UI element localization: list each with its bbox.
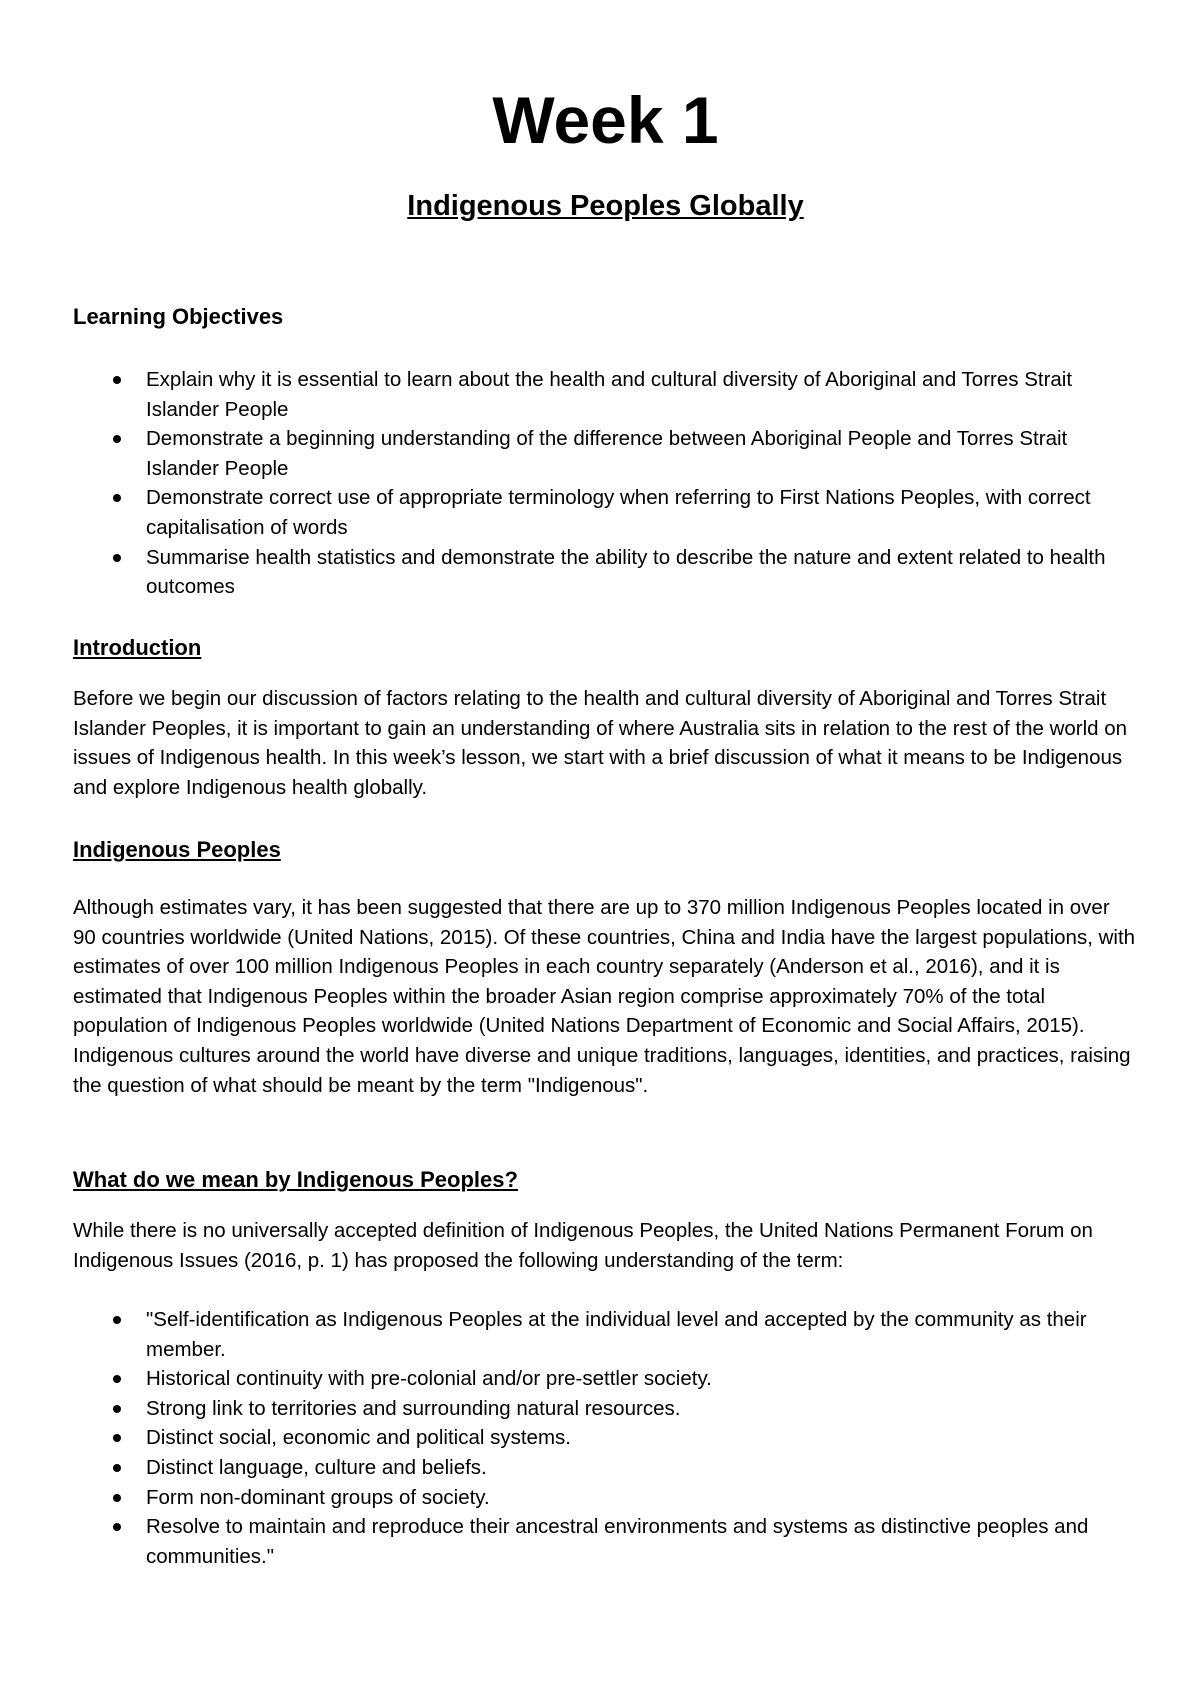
list-item-text: Distinct language, culture and beliefs. bbox=[146, 1455, 487, 1479]
list-item-text: Historical continuity with pre-colonial and/or pre-settler society. bbox=[146, 1367, 712, 1391]
bullet-icon bbox=[113, 376, 121, 384]
bullet-icon bbox=[113, 1464, 121, 1472]
list-item bbox=[73, 1423, 1138, 1453]
introduction-heading: Introduction bbox=[73, 635, 202, 660]
bullet-icon bbox=[113, 1316, 121, 1324]
page-subtitle: Indigenous Peoples Globally bbox=[407, 190, 804, 222]
list-item-text: Demonstrate correct use of appropriate terminology when referring to First Nations Peoples, with correct capitalisation of words bbox=[146, 486, 1091, 539]
list-item-text: "Self-identification as Indigenous Peoples at the individual level and accepted by the community as their member. bbox=[146, 1308, 1087, 1361]
list-item bbox=[73, 1453, 1138, 1483]
list-item bbox=[73, 1394, 1138, 1424]
bullet-icon bbox=[113, 494, 121, 502]
list-item bbox=[73, 1364, 1138, 1394]
list-item bbox=[73, 424, 1138, 483]
definition-heading: What do we mean by Indigenous Peoples? bbox=[73, 1167, 518, 1192]
list-item bbox=[73, 1483, 1138, 1513]
bullet-icon bbox=[113, 1434, 121, 1442]
list-item-text: Resolve to maintain and reproduce their ancestral environments and systems as distinctive peoples and communities." bbox=[146, 1515, 1089, 1568]
list-item bbox=[73, 1305, 1138, 1364]
list-item bbox=[73, 483, 1138, 542]
introduction-paragraph: Before we begin our discussion of factors relating to the health and cultural diversity of Aboriginal and Torres Strait Islander Peoples, it is important to gain an understanding of where Australia sits in relation to the rest of the world on issues of Indigenous health. In this week’s lesson, we start with a brief discussion of what it means to be Indigenous and explore Indigenous health globally. bbox=[73, 687, 1128, 799]
bullet-icon bbox=[113, 435, 121, 443]
bullet-icon bbox=[113, 554, 121, 562]
list-item-text: Explain why it is essential to learn about the health and cultural diversity of Aboriginal and Torres Strait Islander People bbox=[146, 368, 1073, 421]
learning-objectives-list bbox=[73, 365, 1138, 602]
bullet-icon bbox=[113, 1523, 121, 1531]
indigenous-peoples-paragraph: Although estimates vary, it has been suggested that there are up to 370 million Indigenous Peoples located in over 90 countries worldwide (United Nations, 2015). Of these countries, China and India have the largest populations, with estimates of over 100 million Indigenous Peoples in each country separately (Anderson et al., 2016), and it is estimated that Indigenous Peoples within the broader Asian region comprise approximately 70% of the total population of Indigenous Peoples worldwide (United Nations Department of Economic and Social Affairs, 2015). Indigenous cultures around the world have diverse and unique traditions, languages, identities, and practices, raising the question of what should be meant by the term "Indigenous". bbox=[73, 896, 1136, 1097]
list-item-text: Form non-dominant groups of society. bbox=[146, 1485, 490, 1509]
list-item-text: Summarise health statistics and demonstrate the ability to describe the nature and extent related to health outcomes bbox=[146, 545, 1106, 599]
definition-list bbox=[73, 1305, 1138, 1571]
bullet-icon bbox=[113, 1375, 121, 1383]
indigenous-peoples-heading: Indigenous Peoples bbox=[73, 837, 281, 862]
list-item-text: Demonstrate a beginning understanding of the difference between Aboriginal People and Torres Strait Islander People bbox=[146, 427, 1068, 480]
definition-paragraph: While there is no universally accepted definition of Indigenous Peoples, the United Nations Permanent Forum on Indigenous Issues (2016, p. 1) has proposed the following understanding of the term: bbox=[73, 1219, 1093, 1272]
learning-objectives-heading: Learning Objectives bbox=[73, 304, 284, 329]
list-item bbox=[73, 365, 1138, 424]
bullet-icon bbox=[113, 1405, 121, 1413]
list-item-text: Distinct social, economic and political systems. bbox=[146, 1426, 571, 1450]
list-item-text: Strong link to territories and surrounding natural resources. bbox=[146, 1396, 681, 1420]
page-title: Week 1 bbox=[492, 83, 719, 157]
list-item bbox=[73, 543, 1138, 602]
bullet-icon bbox=[113, 1494, 121, 1502]
list-item bbox=[73, 1512, 1138, 1571]
